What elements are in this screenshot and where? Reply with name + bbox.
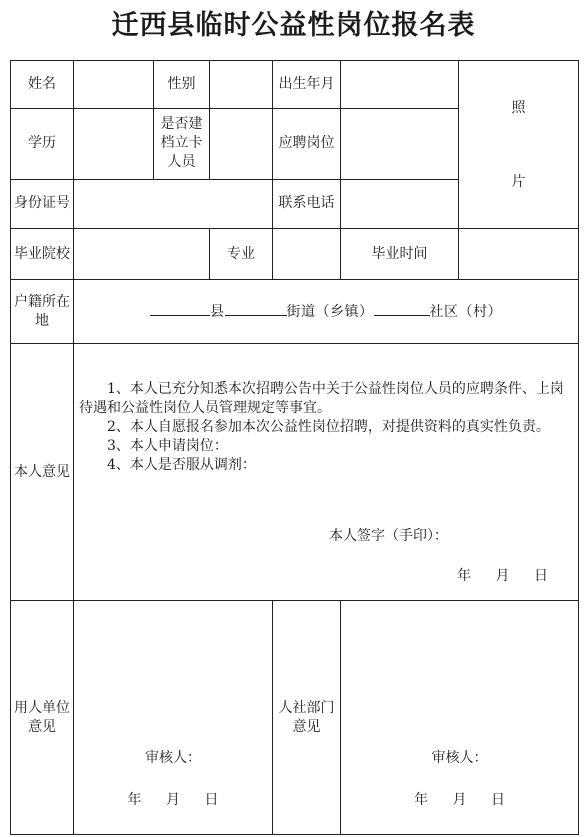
school-label: 毕业院校 [11, 229, 74, 280]
school-value[interactable] [74, 229, 210, 280]
registration-form-table [10, 60, 579, 835]
row-household [11, 280, 579, 344]
row-review [11, 601, 579, 835]
household-label: 户籍所在地 [11, 280, 74, 344]
hr-opinion-content[interactable] [341, 601, 579, 835]
opinion-date: 年 月 日 [457, 568, 548, 584]
hr-review-date: 年 月 日 [414, 792, 505, 808]
birth-label: 出生年月 [273, 61, 341, 109]
opinion-item-1: 1、本人已充分知悉本次招聘公告中关于公益性岗位人员的应聘条件、上岗待遇和公益性岗位人员管理规定等事宜。 [79, 381, 564, 416]
form-title: 迁西县临时公益性岗位报名表 [111, 10, 476, 41]
community-label: 社区（村） [429, 304, 502, 320]
phone-value[interactable] [341, 179, 459, 228]
opinion-item-3: 3、本人申请岗位： [107, 438, 228, 454]
education-value[interactable] [74, 109, 154, 179]
row-school [11, 229, 579, 280]
employer-opinion-label: 用人单位意见 [11, 601, 74, 835]
position-label: 应聘岗位 [273, 109, 341, 179]
row-name [11, 61, 579, 109]
row-opinion [11, 344, 579, 601]
employer-review-date: 年 月 日 [127, 792, 219, 808]
street-label: 街道（乡镇） [286, 304, 374, 320]
opinion-item-2: 2、本人自愿报名参加本次公益性岗位招聘，对提供资料的真实性负责。 [107, 419, 550, 435]
major-label: 专业 [210, 229, 273, 280]
archived-label: 是否建档立卡人员 [154, 109, 210, 179]
gender-label: 性别 [154, 61, 210, 109]
photo-box[interactable] [459, 61, 579, 229]
hr-opinion-label: 人社部门意见 [273, 601, 341, 835]
street-blank[interactable] [225, 301, 287, 316]
grad-time-label: 毕业时间 [341, 229, 459, 280]
opinion-item-4: 4、本人是否服从调剂： [107, 457, 256, 473]
id-value[interactable] [74, 179, 273, 228]
photo-label-bottom: 片 [511, 174, 526, 190]
opinion-content[interactable] [74, 344, 579, 601]
name-value[interactable] [74, 61, 154, 109]
position-value[interactable] [341, 109, 459, 179]
community-blank[interactable] [374, 301, 430, 316]
birth-value[interactable] [341, 61, 459, 109]
county-label: 县 [210, 304, 225, 320]
signature-label: 本人签字（手印）： [329, 528, 448, 544]
employer-opinion-content[interactable] [74, 601, 273, 835]
hr-reviewer-label: 审核人： [431, 750, 488, 766]
major-value[interactable] [273, 229, 341, 280]
gender-value[interactable] [210, 61, 273, 109]
education-label: 学历 [11, 109, 74, 179]
name-label: 姓名 [11, 61, 74, 109]
household-value[interactable] [74, 280, 579, 344]
employer-reviewer-label: 审核人： [145, 750, 201, 766]
opinion-label: 本人意见 [11, 344, 74, 601]
archived-value[interactable] [210, 109, 273, 179]
grad-time-value[interactable] [459, 229, 579, 280]
county-blank[interactable] [150, 301, 210, 316]
photo-label-top: 照 [511, 100, 526, 116]
phone-label: 联系电话 [273, 179, 341, 228]
id-label: 身份证号 [11, 179, 74, 228]
